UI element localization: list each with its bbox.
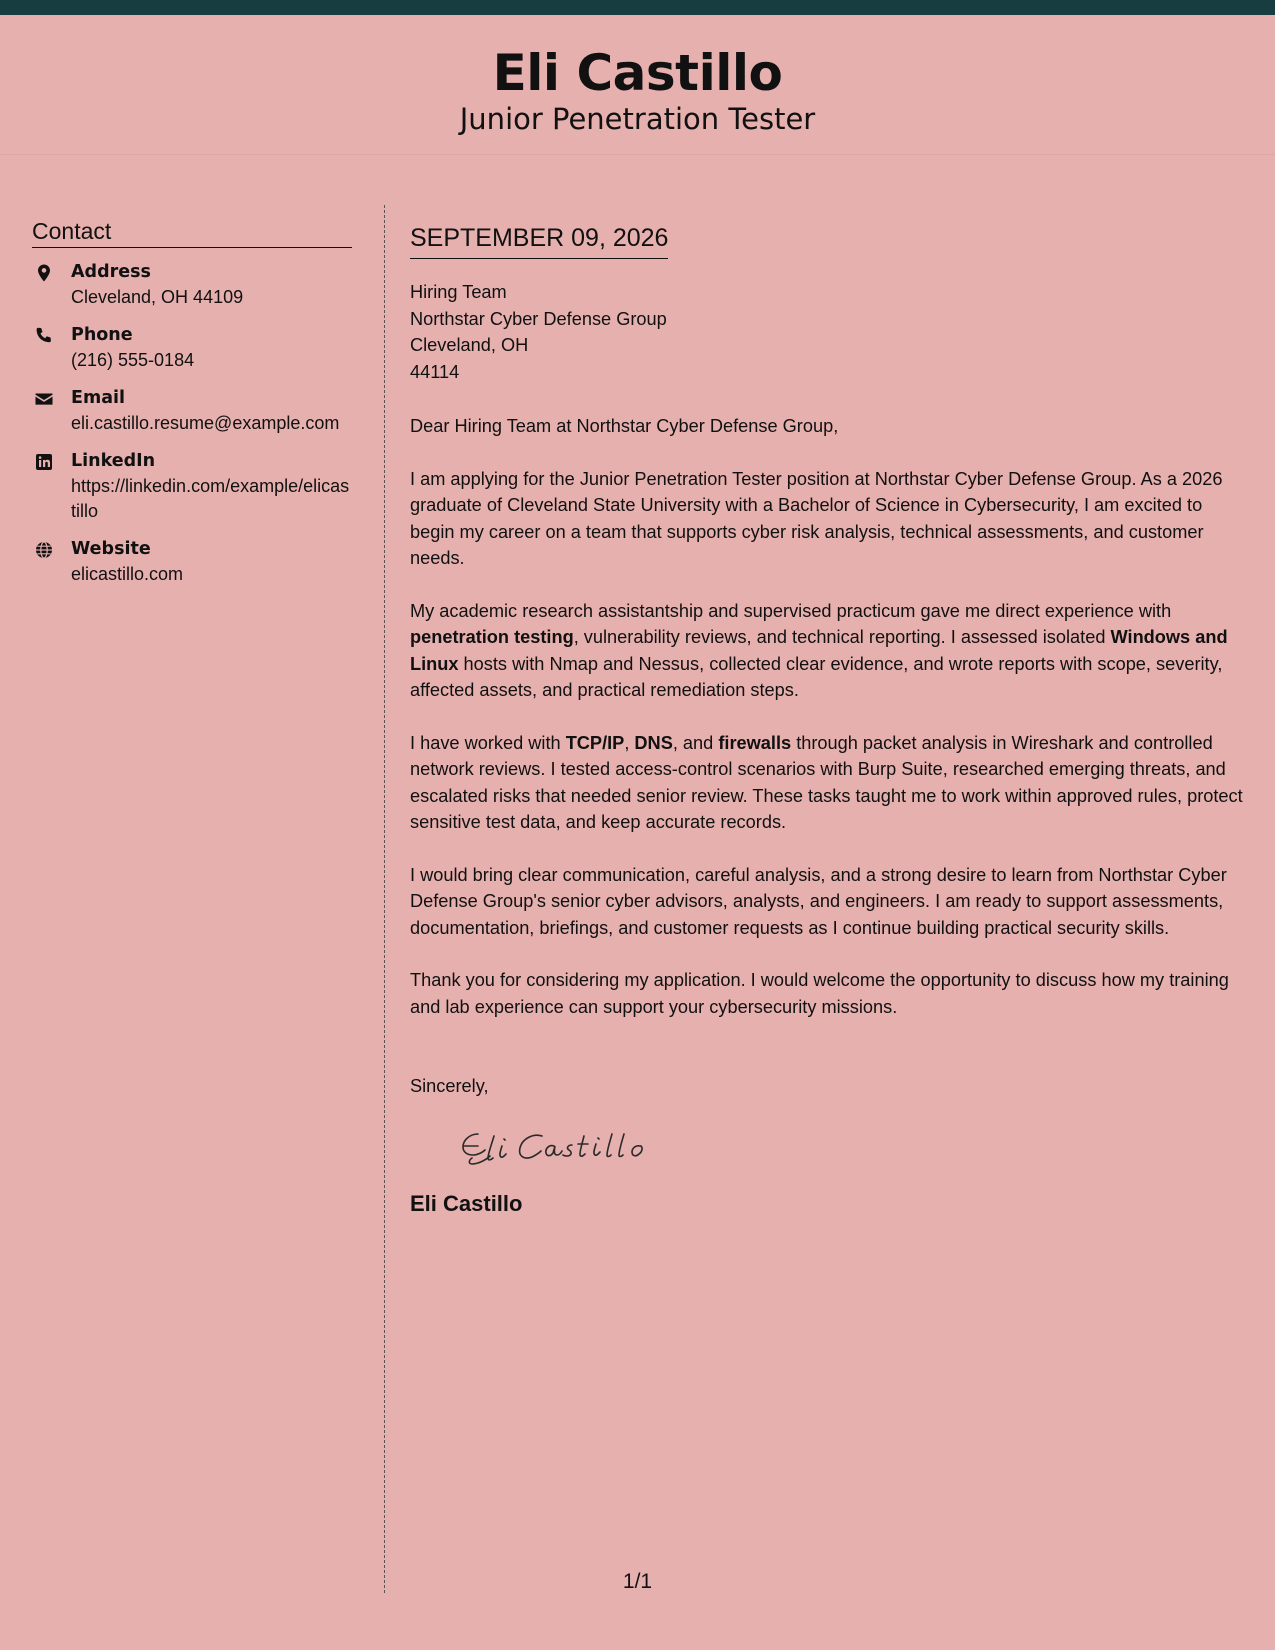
linkedin-icon [34, 452, 54, 472]
email-value[interactable]: eli.castillo.resume@example.com [71, 413, 340, 433]
website-value[interactable]: elicastillo.com [71, 564, 184, 584]
envelope-icon [34, 389, 54, 409]
contact-email [32, 386, 352, 436]
body-paragraph: I am applying for the Junior Penetration Tester position at Northstar Cyber Defense Group. As a 2026 graduate of Cleveland State University with a Bachelor of Science in Cybersecurity, I am excited to begin my career on a team that supports cyber risk analysis, technical assessments, and customer needs. [410, 468, 1223, 568]
website-label: Website [71, 539, 151, 559]
contact-heading: Contact [32, 218, 352, 248]
letter-body [410, 222, 1250, 1218]
address-label: Address [71, 262, 151, 282]
applicant-name: Eli Castillo [492, 44, 783, 102]
phone-label: Phone [71, 325, 133, 345]
contact-website [32, 537, 352, 587]
location-pin-icon [34, 263, 54, 283]
handwritten-signature [450, 1122, 710, 1172]
address-value: Cleveland, OH 44109 [71, 287, 244, 307]
linkedin-label: LinkedIn [71, 451, 156, 471]
signer-name: Eli Castillo [410, 1191, 523, 1216]
recipient-line: Northstar Cyber Defense Group [410, 308, 667, 329]
contact-sidebar [32, 218, 352, 600]
recipient-line: Hiring Team [410, 282, 507, 302]
contact-phone [32, 323, 352, 373]
letter-header [0, 15, 1275, 155]
body-paragraph: Thank you for considering my application. I would welcome the opportunity to discuss how my training and lab experience can support your cybersecurity missions. [410, 970, 1229, 1017]
contact-list [32, 260, 352, 587]
body-paragraph: I would bring clear communication, careful analysis, and a strong desire to learn from Northstar Cyber Defense Group's senior cyber advisors, analysts, and engineers. I am ready to support assessments, documentation, briefings, and customer requests as I continue building practical security skills. [410, 864, 1227, 938]
body-paragraph: My academic research assistantship and supervised practicum gave me direct experience with penetration testing, vulnerability reviews, and technical reporting. I assessed isolated Windows and Linux hosts with Nmap and Nessus, collected clear evidence, and wrote reports with scope, severity, affected assets, and practical remediation steps. [410, 600, 1228, 700]
contact-linkedin [32, 449, 352, 524]
phone-value: (216) 555-0184 [71, 350, 195, 370]
letter-date: SEPTEMBER 09, 2026 [410, 222, 668, 259]
top-accent-bar [0, 0, 1275, 15]
email-label: Email [71, 388, 125, 408]
linkedin-value[interactable]: https://linkedin.com/example/elicastillo [71, 476, 350, 521]
greeting: Dear Hiring Team at Northstar Cyber Defense Group, [410, 416, 839, 436]
applicant-role: Junior Penetration Tester [459, 102, 816, 136]
contact-address [32, 260, 352, 310]
recipient-block [410, 279, 1250, 385]
page-number: 1/1 [622, 1570, 653, 1593]
closing: Sincerely, [410, 1076, 489, 1096]
recipient-line: 44114 [410, 361, 460, 382]
recipient-line: Cleveland, OH [410, 335, 529, 355]
globe-icon [34, 540, 54, 560]
column-divider [384, 205, 385, 1593]
phone-icon [34, 326, 54, 346]
body-paragraph: I have worked with TCP/IP, DNS, and firewalls through packet analysis in Wireshark and controlled network reviews. I tested access-control scenarios with Burp Suite, researched emerging threats, and escalated risks that needed senior review. These tasks taught me to work within approved rules, protect sensitive test data, and keep accurate records. [410, 732, 1243, 832]
